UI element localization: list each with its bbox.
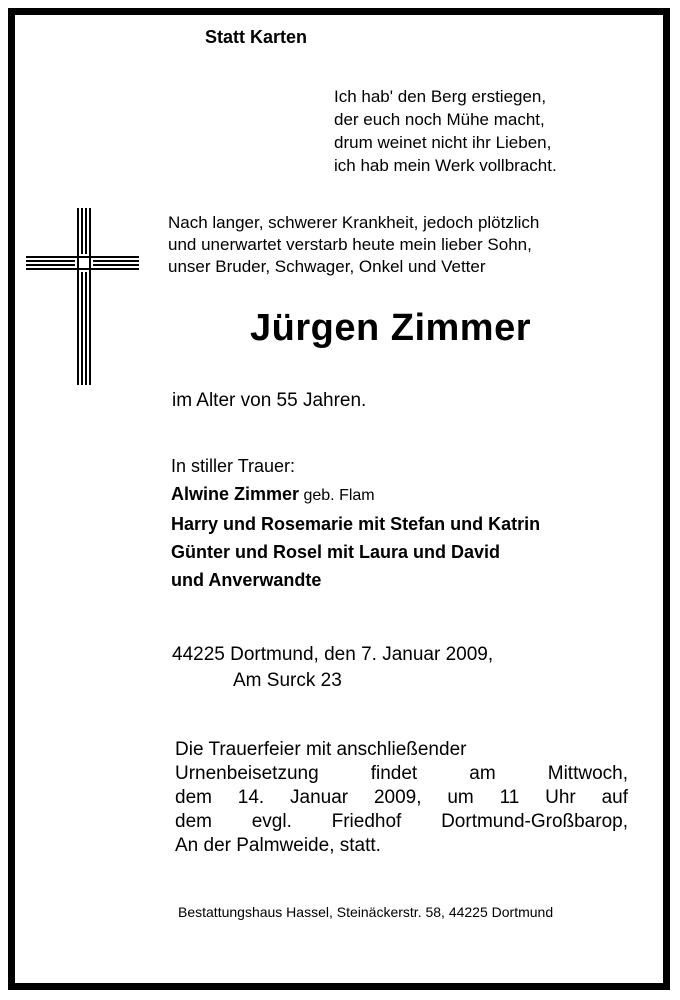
place-date-block	[172, 642, 493, 694]
mourner-line: Harry und Rosemarie mit Stefan und Katrin	[171, 514, 541, 534]
undertaker-footer: Bestattungshaus Hassel, Steinäckerstr. 58, 44225 Dortmund	[178, 904, 554, 920]
death-announcement-text	[168, 212, 539, 278]
mourner-maiden-name: geb. Flam	[299, 487, 375, 504]
deceased-name: Jürgen Zimmer	[250, 307, 532, 349]
service-line: dem 14. Januar 2009, um 11 Uhr auf	[175, 787, 628, 808]
cross-icon	[16, 200, 146, 390]
mourners-heading: In stiller Trauer:	[171, 456, 296, 476]
intro-line: Nach langer, schwerer Krankheit, jedoch plötzlich	[168, 213, 540, 232]
funeral-service-info	[175, 738, 628, 858]
service-line: Die Trauerfeier mit anschließender	[175, 739, 467, 760]
mourner-line: Günter und Rosel mit Laura und David	[171, 542, 501, 562]
service-line: Urnenbeisetzung findet am Mittwoch,	[175, 763, 628, 784]
city-date: 44225 Dortmund, den 7. Januar 2009,	[172, 644, 494, 665]
street-address: Am Surck 23	[233, 670, 342, 691]
mourners-block	[171, 452, 540, 594]
poem	[334, 85, 557, 177]
intro-line: unser Bruder, Schwager, Onkel und Vetter	[168, 257, 486, 276]
poem-line: der euch noch Mühe macht,	[334, 110, 545, 129]
service-line: An der Palmweide, statt.	[175, 835, 381, 856]
mourner-first-name: Alwine Zimmer	[171, 484, 300, 504]
statt-karten-heading: Statt Karten	[205, 27, 308, 47]
deceased-age: im Alter von 55 Jahren.	[172, 390, 367, 411]
service-line: dem evgl. Friedhof Dortmund-Großbarop,	[175, 811, 628, 832]
intro-line: und unerwartet verstarb heute mein lieber Sohn,	[168, 235, 532, 254]
poem-line: Ich hab' den Berg erstiegen,	[334, 87, 547, 106]
poem-line: ich hab mein Werk vollbracht.	[334, 156, 557, 175]
poem-line: drum weinet nicht ihr Lieben,	[334, 133, 552, 152]
mourner-line	[171, 480, 540, 510]
mourner-line: und Anverwandte	[171, 570, 322, 590]
